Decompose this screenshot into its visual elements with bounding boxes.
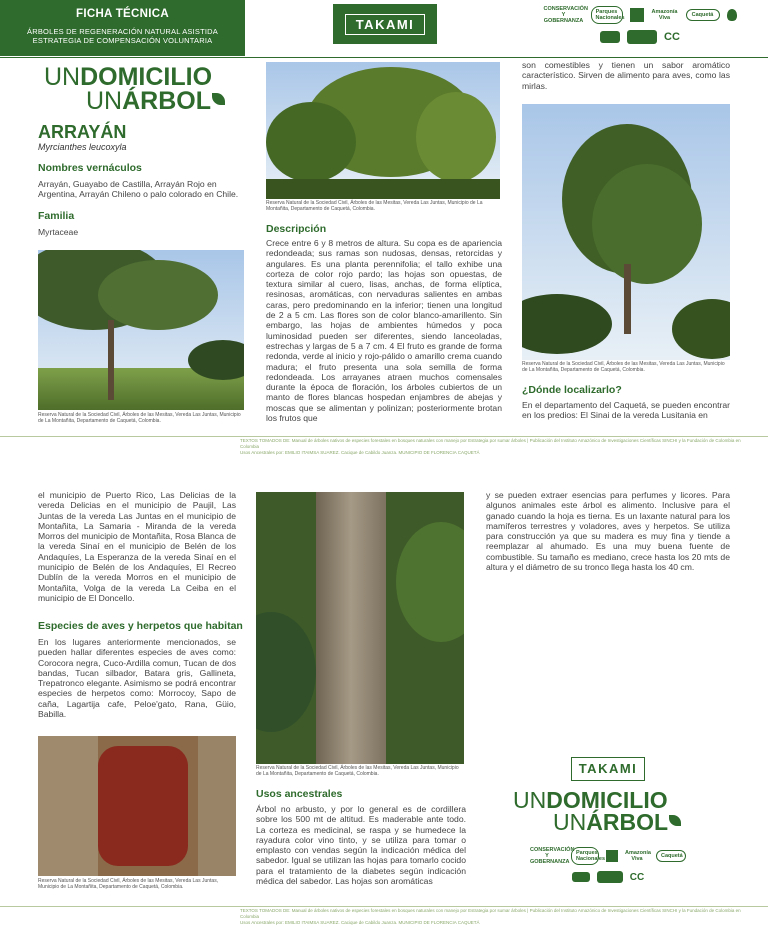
brand-wordmark-bottom	[513, 787, 682, 835]
header-rule	[0, 57, 768, 58]
caption-photo-left: Reserva Natural de la Sociedad Civil, Árboles de las Mesitas, Vereda Las Juntas, Municipio de La Montañita, Departamento de Caquetá, Colombia.	[38, 412, 241, 424]
partner-logos	[520, 6, 760, 50]
caption-photo-right: Reserva Natural de la Sociedad Civil, Árboles de las Mesitas, Vereda Las Juntas, Municipio de La Montañita, Departamento de Caquetá, Colombia.	[522, 361, 725, 373]
brand-bottom-domicilio: DOMICILIO	[546, 787, 668, 813]
takami-logo-text: TAKAMI	[345, 14, 426, 35]
species-heading: Especies de aves y herpetos que habitan	[38, 620, 243, 632]
partner-logos-row-1	[520, 6, 760, 24]
description-heading: Descripción	[266, 223, 327, 235]
photo-trunk	[256, 492, 464, 764]
family-text: Myrtaceae	[38, 227, 79, 237]
footer-line-1-p2: TEXTOS TOMADOS DE: Manual de árboles nativos de especies forestales en bosques naturales con manejo por Estrategia por sumar árboles | Publicación del Instituto Amazónico de Investigaciones Científicas SINCHI y la Fundación de Colombia en Colombia	[240, 908, 741, 919]
van-logo-bottom	[597, 871, 623, 883]
description-text: Crece entre 6 y 8 metros de altura. Su copa es de apariencia redondeada; sus ramas son nudosas, densas, retorcidas y angulares. Es una planta perennifolia; el tallo exhibe una corteza de color rojo pardo; las hojas son opuestas, de textura similar al cuero, lisas, anchas, de forma elíptica, resinosas, aromáticas, con nervaduras salientes en ambas caras, pero predominando en la inferior; tienen una longitud de 2 a 5 cm. Las flores son de color blanco-amarillento. Sin embargo, las hojas de ambientes húmedos y poca luminosidad pueden ser diferentes, siendo lanceoladas, estrechas y largas de 5 a 7 cm. 4 El fruto es grande de forma redonda, verde al inicio y rojo-pálido o amarillo crema cuando madura; el fruto presenta una sola semilla de forma redondeada. Los arrayanes atraen muchos comensales durante la época de floración, los árboles cubiertos de un manto de flores blancas hospedan enjambres de abejas y moscas que se alimentan y polinizan; posteriormente brotan los frutos que	[266, 238, 502, 424]
emblem-logo	[630, 8, 644, 22]
col3-continued-text: son comestibles y tienen un sabor aromático característico. Sirven de alimento para aves, como las mirlas.	[522, 60, 730, 91]
vernacular-heading: Nombres vernáculos	[38, 162, 142, 174]
footer-credits-2	[240, 908, 760, 926]
photo-bark	[38, 736, 236, 876]
footer-rule-1	[0, 436, 768, 437]
ficha-subtitle-line-1: ÁRBOLES DE REGENERACIÓN NATURAL ASISTIDA	[27, 27, 218, 36]
takami-logo	[333, 4, 437, 44]
ficha-subtitle	[0, 27, 245, 45]
brand-domicilio: DOMICILIO	[80, 63, 213, 91]
uses-text: Árbol no arbusto, y por lo general es de cordillera sobre los 500 mt de altitud. Es maderable ante todo. La corteza es medicinal, se raspa y se humedece la rayadura color vino tinto, y se utiliza para tomar o emplasto con vendas según la indicación médica del sabedor. Igual se utilizan las hojas para tomarlo cocido para el tratamiento de la diabetes según indicación médica del sabedor. Las hojas son aromáticas	[256, 804, 466, 887]
locations-text: el municipio de Puerto Rico, Las Delicias de la vereda Delicias en el municipio de Paujil, Las Juntas de la vereda Las Juntas en el municipio de Montañita, La Samaria - Miranda de la vereda Morros del municipio de Montañita, Rosa Blanca de la vereda Sinaí en el municipio de Belén de los Andaquíes, La Esperanza de la vereda Sinaí en el municipio de Belén de los Andaquíes, El Recreo Dublín de la vereda Morros en el municipio de Montañita, Volga de la vereda La Ceiba en el municipio de El Doncello.	[38, 490, 236, 603]
footer-line-1: TEXTOS TOMADOS DE: Manual de árboles nativos de especies forestales en bosques naturales con manejo por Estrategia por sumar árboles | Publicación del Instituto Amazónico de Investigaciones Científicas SINCHI y la Fundación de Colombia en Colombia	[240, 438, 741, 449]
uses-heading: Usos ancestrales	[256, 788, 343, 800]
col3-p2-text: y se pueden extraer esencias para perfumes y licores. Para algunos animales este árbol es alimento. Inclusive para el ganado cuando la hoja es tierna. Es un laxante natural para los mamíferos terrestres y voladores, aves y herpetos. Se utiliza para construcción ya que su madera es muy fina y tiende a reemplazar al ahumado. Es una muy buena fuente de combustible. Su tamaño es mediano, crece hasta los 20 mts de altura y el diámetro de su tronco llega hasta los 40 cm.	[486, 490, 730, 573]
caqueta-logo: Caquetá	[686, 9, 720, 21]
where-text: En el departamento del Caquetá, se pueden encontrar en los predios: El Sinai de la vereda Lusitania en	[522, 400, 730, 421]
conservacion-logo-bottom: CONSERVACIÓN Y GOBERNANZA	[530, 847, 575, 865]
brand-bottom-un-1: UN	[513, 787, 547, 813]
takami-logo-bottom: TAKAMI	[571, 757, 645, 781]
caqueta-logo-bottom: Caquetá	[656, 850, 686, 862]
scientific-name: Myrcianthes leucoxyla	[38, 142, 127, 152]
brand-wordmark	[44, 63, 226, 115]
bull-logo	[600, 31, 620, 43]
emblem-logo-bottom	[606, 850, 618, 862]
species-name: ARRAYÁN	[38, 122, 127, 142]
brand-bottom-arbol: ÁRBOL	[586, 808, 669, 835]
amazonia-logo-bottom: Amazonía Viva	[625, 850, 651, 862]
photo-tree-canopy	[266, 62, 500, 199]
footer-line-2-p2: Usos Ancestrales por: EMILIO ITAIMSA SUAREZ. Cacique de Cabildo Juanza. MUNICIPIO DE FLORENCIA CAQUETÁ	[240, 920, 480, 925]
caption-photo-top: Reserva Natural de la Sociedad Civil, Árboles de las Mesitas, Vereda Las Juntas, Municipio de La Montañita, Departamento de Caquetá, Colombia.	[266, 200, 483, 212]
brand-bottom-un-2: UN	[553, 808, 587, 835]
ficha-subtitle-line-2: ESTRATEGIA DE COMPENSACIÓN VOLUNTARIA	[32, 36, 213, 45]
van-logo	[627, 30, 657, 44]
page-one	[0, 0, 768, 455]
partner-logos-bottom-row-2	[518, 871, 698, 883]
partner-logos-bottom-row-1	[518, 847, 698, 865]
brand-arbol: ÁRBOL	[122, 86, 211, 115]
leaf-logo	[727, 9, 737, 21]
footer-line-2: Usos Ancestrales por: EMILIO ITAIMSA SUAREZ. Cacique de Cabildo Juanza. MUNICIPIO DE FLORENCIA CAQUETÁ	[240, 450, 480, 455]
caption-photo-bark: Reserva Natural de la Sociedad Civil, Árboles de las Mesitas, Vereda Las Juntas, Municipio de La Montañita, Departamento de Caquetá, Colombia.	[38, 878, 219, 890]
brand-un-1: UN	[44, 63, 81, 91]
bull-logo-bottom	[572, 872, 590, 882]
leaf-icon-bottom	[669, 815, 681, 827]
vernacular-text: Arrayán, Guayabo de Castilla, Arrayán Rojo en Argentina, Arrayán Chileno o palo colorado en Chile.	[38, 179, 239, 200]
amazonia-logo: Amazonía Viva	[651, 9, 678, 21]
cc-logo-bottom: CC	[629, 871, 645, 883]
partner-logos-bottom	[518, 847, 698, 889]
footer-rule-2	[0, 906, 768, 907]
photo-tree-pasture	[38, 250, 244, 410]
parques-logo: Parques Nacionales	[591, 6, 623, 24]
cc-logo: CC	[664, 31, 680, 43]
ficha-tecnica-banner	[0, 0, 245, 56]
caption-photo-trunk: Reserva Natural de la Sociedad Civil, Árboles de las Mesitas, Vereda Las Juntas, Municipio de La Montañita, Departamento de Caquetá, Colombia.	[256, 765, 459, 777]
partner-logos-row-2	[520, 30, 760, 44]
species-text: En los lugares anteriormente mencionados, se pueden hallar diferentes especies de aves como: Corocora negra, Cuco-Ardilla comun, Tucan de dos bandas, Tucan silbador, Batara gris, Gallineta, Trepatronco elegante. Asimismo se podrá encontrar especies de herpetos como: Morrocoy, Sapo de caña, Lagartija cafe, Peloe'gato, Rana, Güio, Babilla.	[38, 637, 236, 720]
ficha-title: FICHA TÉCNICA	[76, 8, 169, 20]
page-two	[0, 452, 768, 932]
photo-tall-tree	[522, 104, 730, 360]
parques-logo-bottom: Parques Nacionales	[571, 847, 599, 865]
where-heading: ¿Dónde localizarlo?	[522, 384, 622, 396]
leaf-icon	[212, 93, 225, 106]
family-heading: Familia	[38, 210, 75, 222]
brand-un-2: UN	[86, 86, 123, 115]
conservacion-logo: CONSERVACIÓN Y GOBERNANZA	[543, 6, 588, 24]
